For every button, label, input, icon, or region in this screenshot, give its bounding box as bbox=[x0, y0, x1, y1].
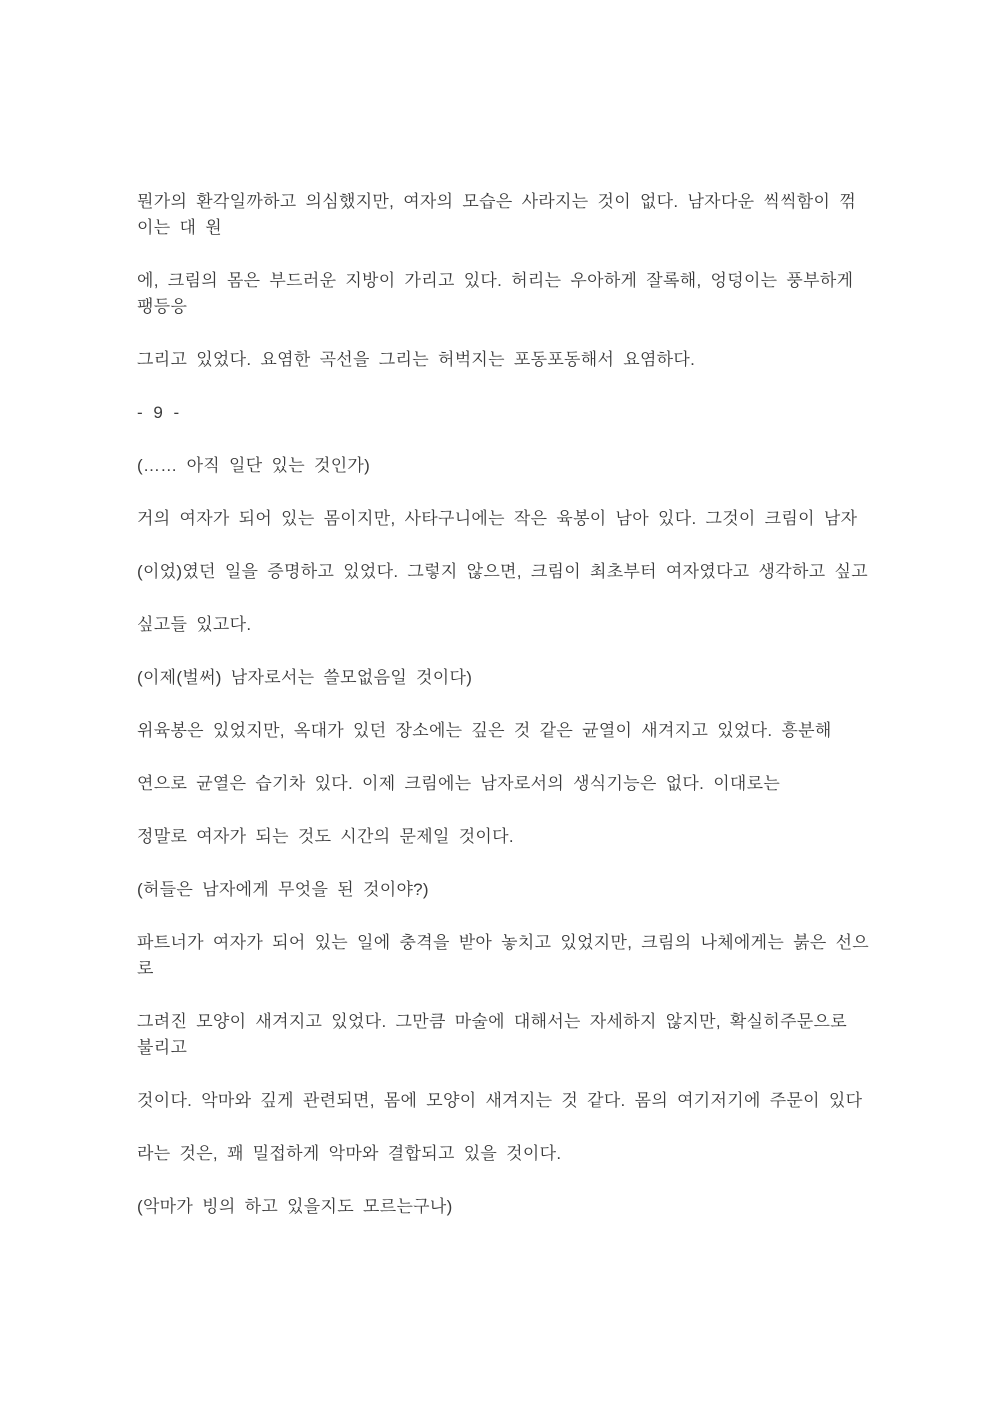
text-line: 그리고 있었다. 요염한 곡선을 그리는 허벅지는 포동포동해서 요염하다. bbox=[137, 350, 696, 369]
text-line: (이었)였던 일을 증명하고 있었다. 그렇지 않으면, 크림이 최초부터 여자였다고 생각하고 싶고 bbox=[137, 562, 868, 581]
text-line: (이제(벌써) 남자로서는 쓸모없음일 것이다) bbox=[137, 668, 473, 687]
text-line: (악마가 빙의 하고 있을지도 모르는구나) bbox=[137, 1197, 453, 1216]
text-line: 파트너가 여자가 되어 있는 일에 충격을 받아 놓치고 있었지만, 크림의 나체에게는 붉은 선으 bbox=[137, 933, 870, 952]
paragraph bbox=[137, 877, 863, 903]
text-line: 뭔가의 환각일까하고 의심했지만, 여자의 모습은 사라지는 것이 없다. 남자다운 씩씩함이 꺾 bbox=[137, 192, 856, 211]
paragraph bbox=[137, 189, 863, 241]
text-line: (허들은 남자에게 무엇을 된 것이야?) bbox=[137, 880, 429, 899]
text-line: 싶고들 있고다. bbox=[137, 615, 252, 634]
paragraph bbox=[137, 824, 863, 850]
paragraph bbox=[137, 930, 870, 982]
text-line: 로 bbox=[137, 959, 154, 978]
text-block bbox=[137, 189, 870, 1247]
paragraph bbox=[137, 1141, 863, 1167]
paragraph bbox=[137, 347, 863, 373]
page-number bbox=[137, 400, 863, 426]
text-line: 거의 여자가 되어 있는 몸이지만, 사타구니에는 작은 육봉이 남아 있다. 그것이 크림이 남자 bbox=[137, 509, 858, 528]
text-line: 이는 대 원 bbox=[137, 218, 222, 237]
text-line: 그려진 모양이 새겨지고 있었다. 그만큼 마술에 대해서는 자세하지 않지만, 확실히주문으로 bbox=[137, 1012, 847, 1031]
text-line: 에, 크림의 몸은 부드러운 지방이 가리고 있다. 허리는 우아하게 잘록해, 엉덩이는 풍부하게 bbox=[137, 271, 854, 290]
paragraph bbox=[137, 268, 863, 320]
paragraph bbox=[137, 771, 863, 797]
paragraph bbox=[137, 718, 863, 744]
paragraph bbox=[137, 453, 863, 479]
text-line: 팽등응 bbox=[137, 297, 188, 316]
text-line: 라는 것은, 꽤 밀접하게 악마와 결합되고 있을 것이다. bbox=[137, 1144, 562, 1163]
text-line: 연으로 균열은 습기차 있다. 이제 크림에는 남자로서의 생식기능은 없다. 이대로는 bbox=[137, 774, 781, 793]
paragraph bbox=[137, 506, 863, 532]
text-line: 위육봉은 있었지만, 옥대가 있던 장소에는 깊은 것 같은 균열이 새겨지고 있었다. 흥분해 bbox=[137, 721, 832, 740]
paragraph bbox=[137, 612, 863, 638]
paragraph bbox=[137, 1088, 863, 1114]
text-line: - 9 - bbox=[137, 403, 181, 422]
paragraph bbox=[137, 1009, 863, 1061]
text-line: (…… 아직 일단 있는 것인가) bbox=[137, 456, 371, 475]
paragraph bbox=[137, 665, 863, 691]
text-line: 정말로 여자가 되는 것도 시간의 문제일 것이다. bbox=[137, 827, 514, 846]
paragraph bbox=[137, 559, 868, 585]
text-line: 것이다. 악마와 깊게 관련되면, 몸에 모양이 새겨지는 것 같다. 몸의 여기저기에 주문이 있다 bbox=[137, 1091, 863, 1110]
text-line: 불리고 bbox=[137, 1038, 188, 1057]
paragraph bbox=[137, 1194, 863, 1220]
